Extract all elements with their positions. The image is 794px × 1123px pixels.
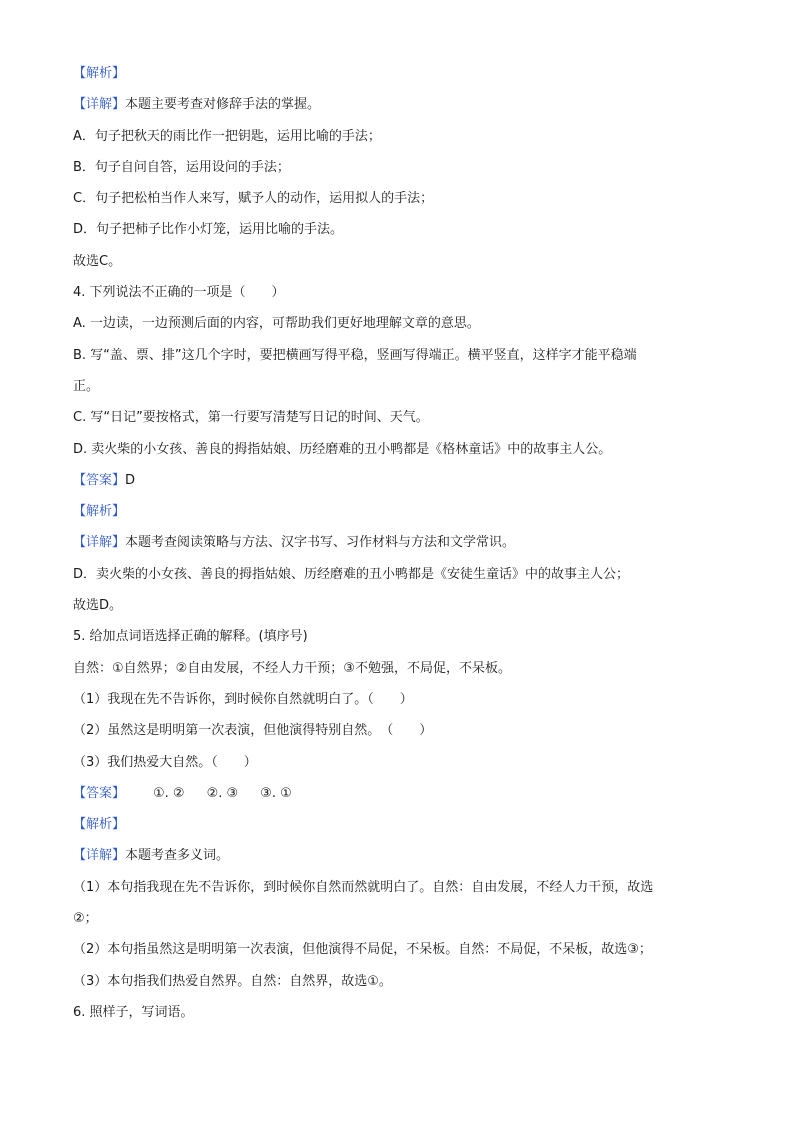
option-line-d: D．句子把柿子比作小灯笼，运用比喻的手法。 — [73, 222, 344, 238]
explanation-line-3: （3）本句指我们热爱自然界。自然：自然界，故选①。 — [73, 973, 392, 989]
section-tag: 【解析】 — [73, 66, 126, 81]
section-tag: 【详解】 — [73, 535, 126, 551]
question-5-item-3: （3）我们热爱大自然。（ ） — [73, 754, 257, 770]
section-tag: 【解析】 — [73, 504, 126, 520]
section-tag: 【详解】 — [73, 848, 126, 864]
option-line-b: B．句子自问自答，运用设问的手法； — [73, 159, 290, 175]
question-4-option-b-cont: 正。 — [73, 378, 100, 394]
analysis-heading-3 — [73, 815, 713, 835]
answer-item-2: ②. ③ — [206, 785, 239, 801]
detail-line — [73, 95, 713, 115]
section-tag: 【解析】 — [73, 817, 126, 833]
section-tag: 【答案】 — [73, 785, 126, 801]
question-5-item-2: （2）虽然这是明明第一次表演，但他演得特别自然。 （ ） — [73, 723, 433, 739]
question-4-option-b: B. 写“盖、票、排”这几个字时，要把横画写得平稳，竖画写得端正。横平竖直，这样字才能平稳端 — [73, 347, 637, 363]
question-4-option-c: C. 写“日记”要按格式，第一行要写清楚写日记的时间、天气。 — [73, 410, 429, 426]
section-tag: 【详解】 — [73, 97, 126, 113]
paragraph-text: 本题主要考查对修辞手法的掌握。 — [125, 97, 321, 113]
answer-value: D — [125, 472, 136, 488]
analysis-heading-2 — [73, 502, 713, 522]
question-5-title: 5. 给加点词语选择正确的解释。(填序号) — [73, 629, 308, 645]
option-line-a: A．句子把秋天的雨比作一把钥匙，运用比喻的手法； — [73, 128, 381, 144]
question-4-option-d: D. 卖火柴的小女孩、善良的拇指姑娘、历经磨难的丑小鸭都是《格林童话》中的故事主人公。 — [73, 441, 612, 457]
analysis-heading-1 — [73, 64, 713, 84]
definition-line: 自然：①自然界；②自由发展，不经人力干预；③不勉强，不局促，不呆板。 — [73, 660, 511, 676]
explanation-line-1: （1）本句指我现在先不告诉你，到时候你自然而然就明白了。自然：自由发展，不经人力干预，故选 — [73, 879, 654, 895]
option-line-c: C．句子把松柏当作人来写，赋予人的动作，运用拟人的手法； — [73, 191, 434, 207]
answer-item-1: ①. ② — [153, 785, 185, 801]
detail-line — [73, 846, 713, 866]
explanation-line-2: （2）本句指虽然这是明明第一次表演，但他演得不局促，不呆板。自然：不局促，不呆板，故选③； — [73, 942, 652, 958]
answer-line-4 — [73, 471, 713, 491]
document-page — [73, 64, 713, 1034]
section-tag: 【答案】 — [73, 472, 126, 488]
paragraph-text: 本题考查阅读策略与方法、汉字书写、习作材料与方法和文学常识。 — [125, 535, 516, 551]
answer-line-5 — [73, 784, 713, 804]
question-4-option-a: A. 一边读，一边预测后面的内容，可帮助我们更好地理解文章的意思。 — [73, 316, 480, 332]
paragraph-text: 本题考查多义词。 — [125, 848, 230, 864]
question-5-item-1: （1）我现在先不告诉你，到时候你自然就明白了。（ ） — [73, 691, 413, 707]
question-6-title: 6. 照样子，写词语。 — [73, 1004, 194, 1020]
answer-item-3: ③. ① — [260, 785, 292, 801]
explanation-line-d: D．卖火柴的小女孩、善良的拇指姑娘、历经磨难的丑小鸭都是《安徒生童话》中的故事主人公； — [73, 566, 630, 582]
conclusion-line: 故选D。 — [73, 598, 123, 614]
explanation-line-1-cont: ②； — [73, 911, 98, 927]
detail-line — [73, 533, 713, 553]
conclusion-line: 故选C。 — [73, 253, 122, 269]
question-4-title: 4. 下列说法不正确的一项是（ ） — [73, 285, 285, 301]
